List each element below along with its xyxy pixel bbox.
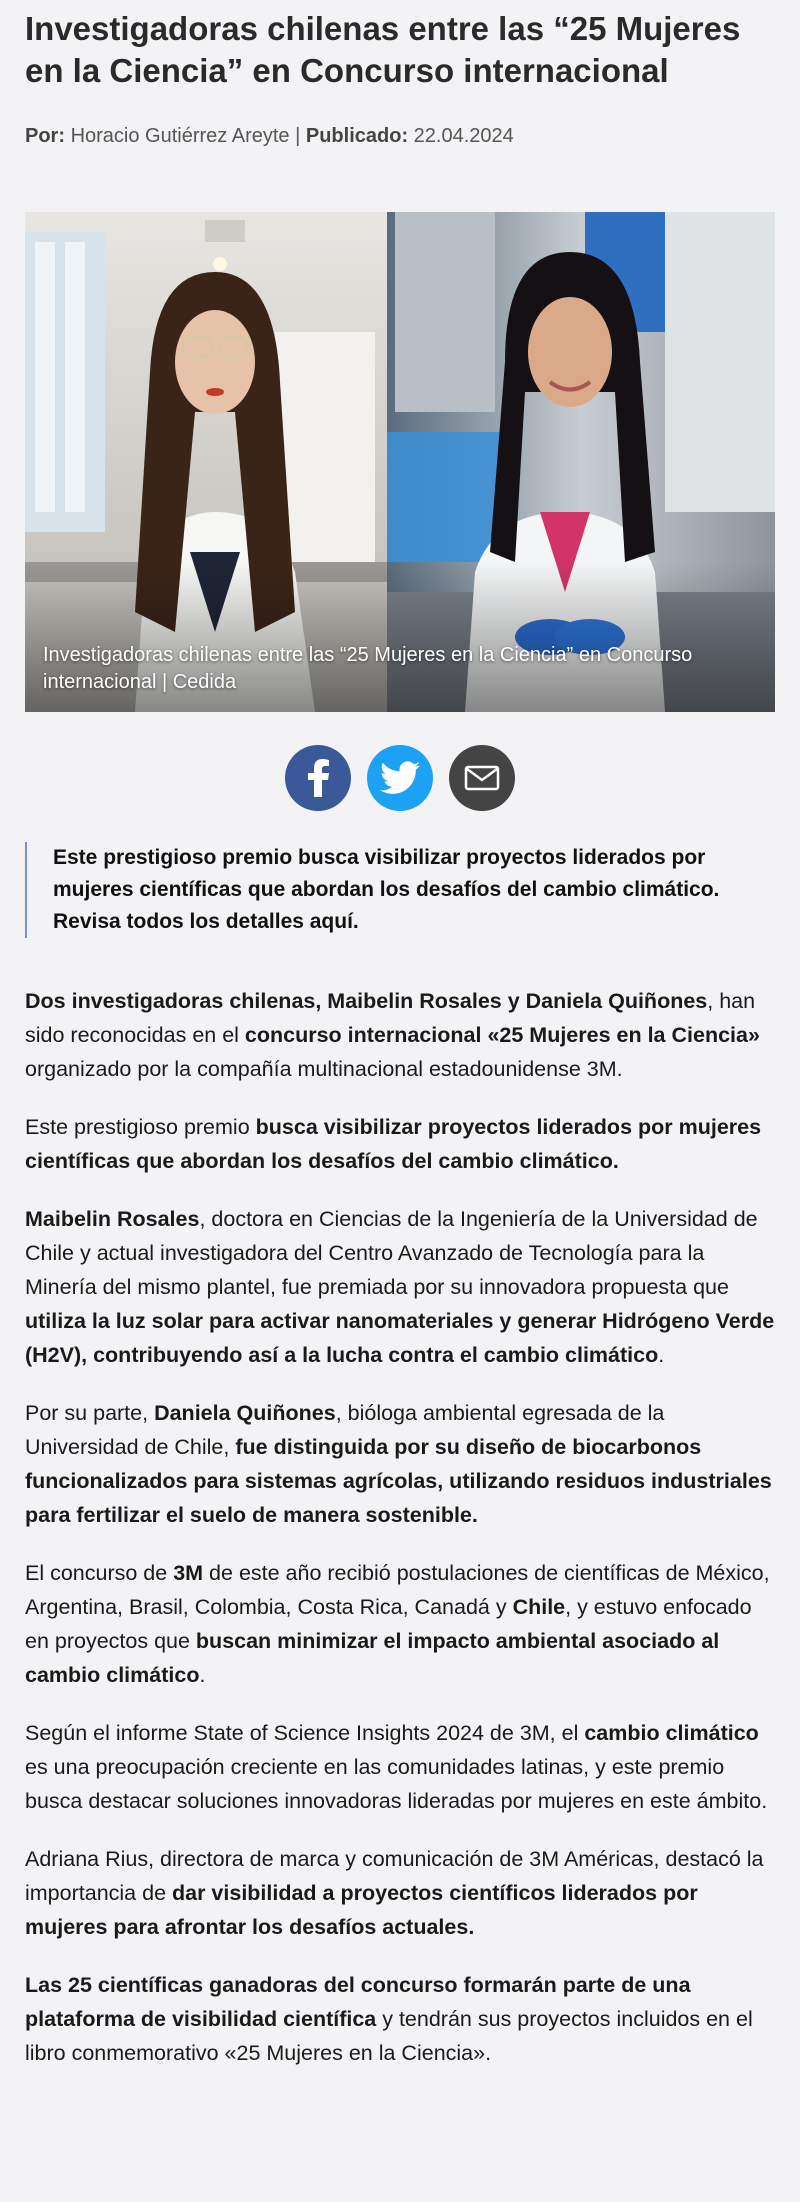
publish-date: 22.04.2024	[413, 125, 514, 147]
hero-photo	[25, 212, 775, 712]
byline-separator: |	[295, 125, 301, 147]
article-body	[25, 984, 775, 2094]
paragraph: Este prestigioso premio busca visibilizar proyectos liderados por mujeres científicas que abordan los desafíos del cambio climático.	[25, 1115, 762, 1173]
share-buttons	[0, 745, 800, 811]
paragraph: Por su parte, Daniela Quiñones, bióloga ambiental egresada de la Universidad de Chile, fue distinguida por su diseño de biocarbonos funcionalizados para sistemas agrícolas, utilizando residuos industriales para fertilizar el suelo de manera sostenible.	[25, 1401, 772, 1527]
byline	[25, 123, 514, 149]
date-label: Publicado:	[305, 125, 409, 147]
article-title: Investigadoras chilenas entre las “25 Mujeres en la Ciencia” en Concurso internacional	[25, 10, 741, 89]
facebook-icon	[303, 759, 333, 797]
mail-icon	[464, 765, 500, 791]
author-label: Por:	[25, 125, 65, 147]
paragraph: Las 25 científicas ganadoras del concurso formarán parte de una plataforma de visibilidad científica y tendrán sus proyectos incluidos en el libro conmemorativo «25 Mujeres en la Ciencia».	[25, 1973, 753, 2065]
paragraph: Según el informe State of Science Insights 2024 de 3M, el cambio climático es una preocupación creciente en las comunidades latinas, y este premio busca destacar soluciones innovadoras lideradas por mujeres en este ámbito.	[25, 1721, 768, 1813]
author-name[interactable]: Horacio Gutiérrez Areyte	[70, 125, 290, 147]
paragraph: Dos investigadoras chilenas, Maibelin Rosales y Daniela Quiñones, han sido reconocidas en el concurso internacional «25 Mujeres en la Ciencia» organizado por la compañía multinacional estadounidense 3M.	[25, 989, 760, 1081]
paragraph: El concurso de 3M de este año recibió postulaciones de científicas de México, Argentina, Brasil, Colombia, Costa Rica, Canadá y Chile, y estuvo enfocado en proyectos que buscan minimizar el impacto ambiental asociado al cambio climático.	[25, 1561, 770, 1687]
lead-quote: Este prestigioso premio busca visibilizar proyectos liderados por mujeres científicas que abordan los desafíos del cambio climático. Revisa todos los detalles aquí.	[25, 842, 773, 938]
share-twitter-button[interactable]	[367, 745, 433, 811]
hero-image	[25, 212, 775, 712]
image-caption: Investigadoras chilenas entre las “25 Mujeres en la Ciencia” en Concurso internacional | Cedida	[43, 644, 693, 693]
twitter-icon	[380, 761, 420, 795]
paragraph: Maibelin Rosales, doctora en Ciencias de la Ingeniería de la Universidad de Chile y actual investigadora del Centro Avanzado de Tecnología para la Minería del mismo plantel, fue premiada por su innovadora propuesta que utiliza la luz solar para activar nanomateriales y generar Hidrógeno Verde (H2V), contribuyendo así a la lucha contra el cambio climático.	[25, 1207, 775, 1367]
share-facebook-button[interactable]	[285, 745, 351, 811]
share-email-button[interactable]	[449, 745, 515, 811]
paragraph: Adriana Rius, directora de marca y comunicación de 3M Américas, destacó la importancia de dar visibilidad a proyectos científicos liderados por mujeres para afrontar los desafíos actuales.	[25, 1847, 764, 1939]
